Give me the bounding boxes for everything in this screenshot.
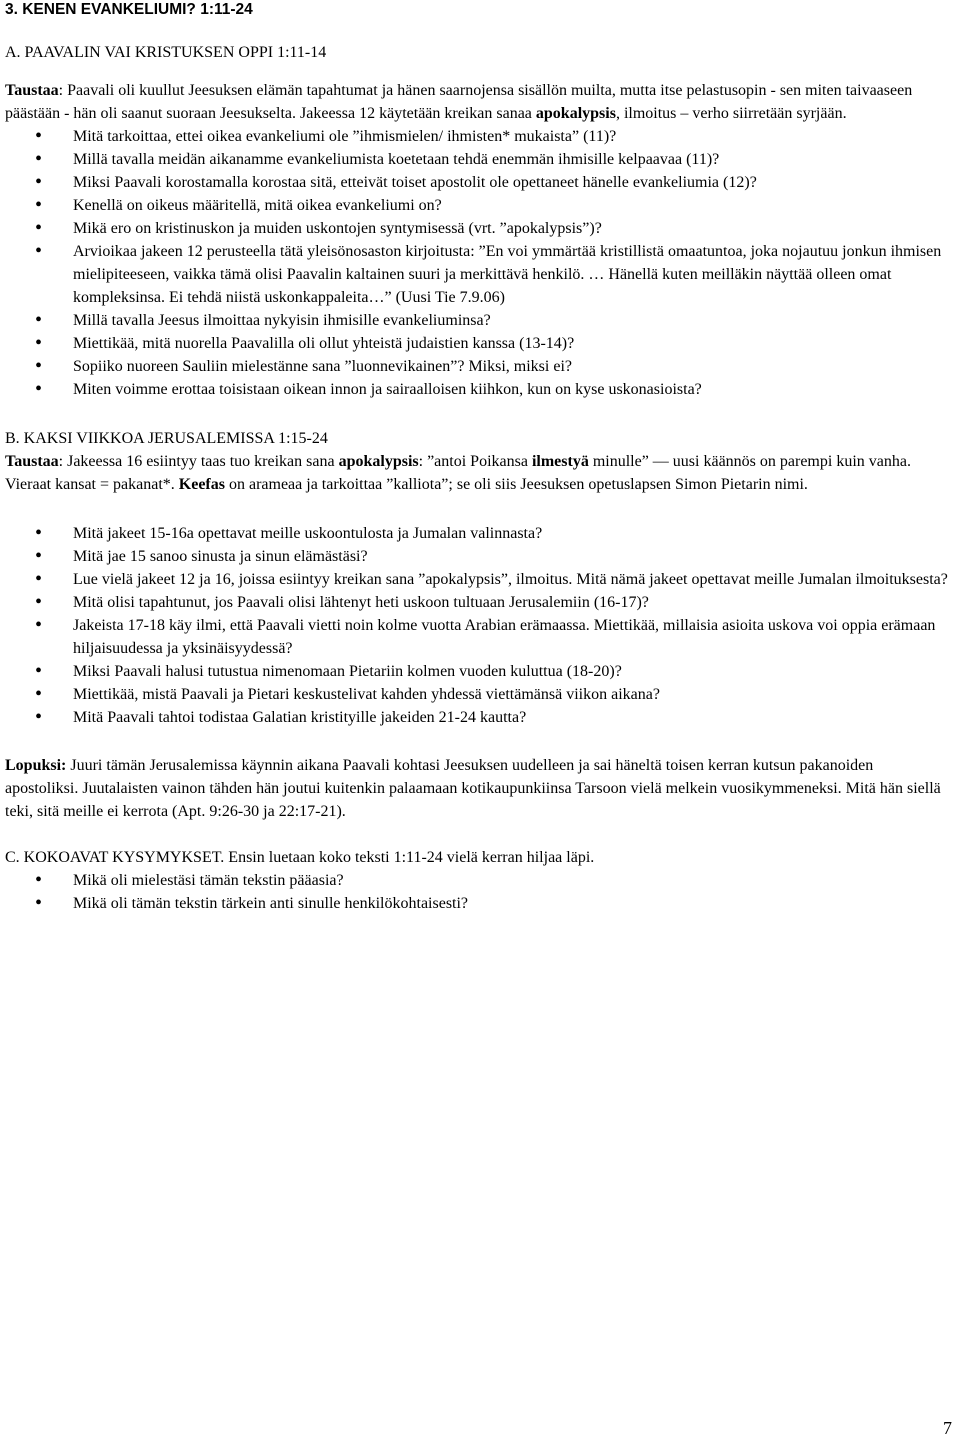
section-b-background-text-3: minulle” — uusi käännös on parempi kuin vanha. Vieraat kansat = pakanat*.	[5, 453, 911, 493]
section-a-title: A. PAAVALIN VAI KRISTUKSEN OPPI 1:11-14	[5, 44, 327, 61]
closing-label: Lopuksi:	[5, 757, 67, 774]
list-item: • Miettikää, mistä Paavali ja Pietari keskustelivat kahden yhdessä viettämänsä viikon aikana?	[5, 683, 950, 706]
section-c-title: C. KOKOAVAT KYSYMYKSET. Ensin luetaan koko teksti 1:11-24 vielä kerran hiljaa läpi.	[5, 849, 595, 866]
list-item: • Mitä Paavali tahtoi todistaa Galatian kristityille jakeiden 21-24 kautta?	[5, 706, 950, 729]
list-item: • Millä tavalla Jeesus ilmoittaa nykyisin ihmisille evankeliuminsa?	[5, 309, 950, 332]
list-item: • Miten voimme erottaa toisistaan oikean innon ja sairaalloisen kiihkon, kun on kyse uskonasioista?	[5, 378, 950, 401]
list-item: • Jakeista 17-18 käy ilmi, että Paavali vietti noin kolme vuotta Arabian erämaassa. Miettikää, millaisia asioita uskova voi oppia erämaan hiljaisuudessa ja yksinäisyydessä?	[5, 614, 950, 660]
section-a-background-text-1: : Paavali oli kuullut Jeesuksen elämän tapahtumat ja hänen saarnojensa sisällön muilta, mutta itse pelastusopin - sen miten taivaaseen päästään - hän oli saanut suoraan Jeesukselta. Jakeessa 12 käytetään kreikan sanaa	[5, 82, 913, 122]
closing-text: Juuri tämän Jerusalemissa käynnin aikana Paavali kohtasi Jeesuksen uudelleen ja sai häneltä toisen kerran kutsun pakanoiden apostoliksi. Juutalaisten vainon tähden hän joutui kuitenkin palaamaan kotikaupunkiinsa Tarsoon vielä melkein vuosikymmeneksi. Mitä hän siellä teki, sitä meille ei kerrota (Apt. 9:26-30 ja 22:17-21).	[5, 757, 941, 820]
section-c-question-list	[5, 869, 950, 915]
section-b-background	[5, 450, 950, 496]
list-item: • Millä tavalla meidän aikanamme evankeliumista koetetaan tehdä enemmän ihmisille kelpaavaa (11)?	[5, 148, 950, 171]
closing-paragraph	[5, 754, 950, 823]
page-number: 7	[943, 1418, 952, 1438]
section-a-background-bold: apokalypsis	[535, 105, 616, 122]
document-page	[5, 0, 950, 915]
page-heading: 3. KENEN EVANKELIUMI? 1:11-24	[5, 1, 253, 18]
section-b-background-text-2: : ”antoi Poikansa	[418, 453, 532, 470]
list-item: • Miettikää, mitä nuorella Paavalilla oli ollut yhteistä judaistien kanssa (13-14)?	[5, 332, 950, 355]
section-b-title: B. KAKSI VIIKKOA JERUSALEMISSA 1:15-24	[5, 430, 328, 447]
section-a-background-label: Taustaa	[5, 82, 59, 99]
section-b-background-bold-3: Keefas	[178, 476, 225, 493]
list-item: • Sopiiko nuoreen Sauliin mielestänne sana ”luonnevikainen”? Miksi, miksi ei?	[5, 355, 950, 378]
list-item: • Mikä oli mielestäsi tämän tekstin pääasia?	[5, 869, 950, 892]
section-a-background-text-2: , ilmoitus – verho siirretään syrjään.	[615, 105, 847, 122]
list-item: • Arvioikaa jakeen 12 perusteella tätä yleisönosaston kirjoitusta: ”En voi ymmärtää kristillistä omaatuntoa, joka nojautuu jonkun ihmisen mielipiteeseen, vaikka tämä olisi Paavalin kaltainen suuri ja merkittävä henkilö. … Hänellä kuten meilläkin näyttää olleen omat kompleksinsa. Ei tehdä niistä uskonkappaleita…” (Uusi Tie 7.9.06)	[5, 240, 950, 309]
list-item: • Mitä jakeet 15-16a opettavat meille uskoontulosta ja Jumalan valinnasta?	[5, 522, 950, 545]
section-b-background-text-4: on arameaa ja tarkoittaa ”kalliota”; se oli siis Jeesuksen opetuslapsen Simon Pietarin nimi.	[224, 476, 808, 493]
list-item: • Mitä tarkoittaa, ettei oikea evankeliumi ole ”ihmismielen/ ihmisten* mukaista” (11)?	[5, 125, 950, 148]
section-b-background-label: Taustaa	[5, 453, 59, 470]
list-item: • Lue vielä jakeet 12 ja 16, joissa esiintyy kreikan sana ”apokalypsis”, ilmoitus. Mitä nämä jakeet opettavat meille Jumalan ilmoituksesta?	[5, 568, 950, 591]
section-a-question-list	[5, 125, 950, 401]
list-item: • Mitä olisi tapahtunut, jos Paavali olisi lähtenyt heti uskoon tultuaan Jerusalemiin (16-17)?	[5, 591, 950, 614]
list-item: • Mitä jae 15 sanoo sinusta ja sinun elämästäsi?	[5, 545, 950, 568]
list-item: • Mikä oli tämän tekstin tärkein anti sinulle henkilökohtaisesti?	[5, 892, 950, 915]
list-item: • Miksi Paavali korostamalla korostaa sitä, etteivät toiset apostolit ole opettaneet hänelle evankeliumia (12)?	[5, 171, 950, 194]
list-item: • Kenellä on oikeus määritellä, mitä oikea evankeliumi on?	[5, 194, 950, 217]
section-b-background-bold-1: apokalypsis	[338, 453, 419, 470]
list-item: • Mikä ero on kristinuskon ja muiden uskontojen syntymisessä (vrt. ”apokalypsis”)?	[5, 217, 950, 240]
section-b-background-bold-2: ilmestyä	[531, 453, 589, 470]
list-item: • Miksi Paavali halusi tutustua nimenomaan Pietariin kolmen vuoden kuluttua (18-20)?	[5, 660, 950, 683]
section-a-background	[5, 79, 950, 125]
section-b-question-list	[5, 522, 950, 729]
section-b-background-text-1: : Jakeessa 16 esiintyy taas tuo kreikan sana	[58, 453, 339, 470]
